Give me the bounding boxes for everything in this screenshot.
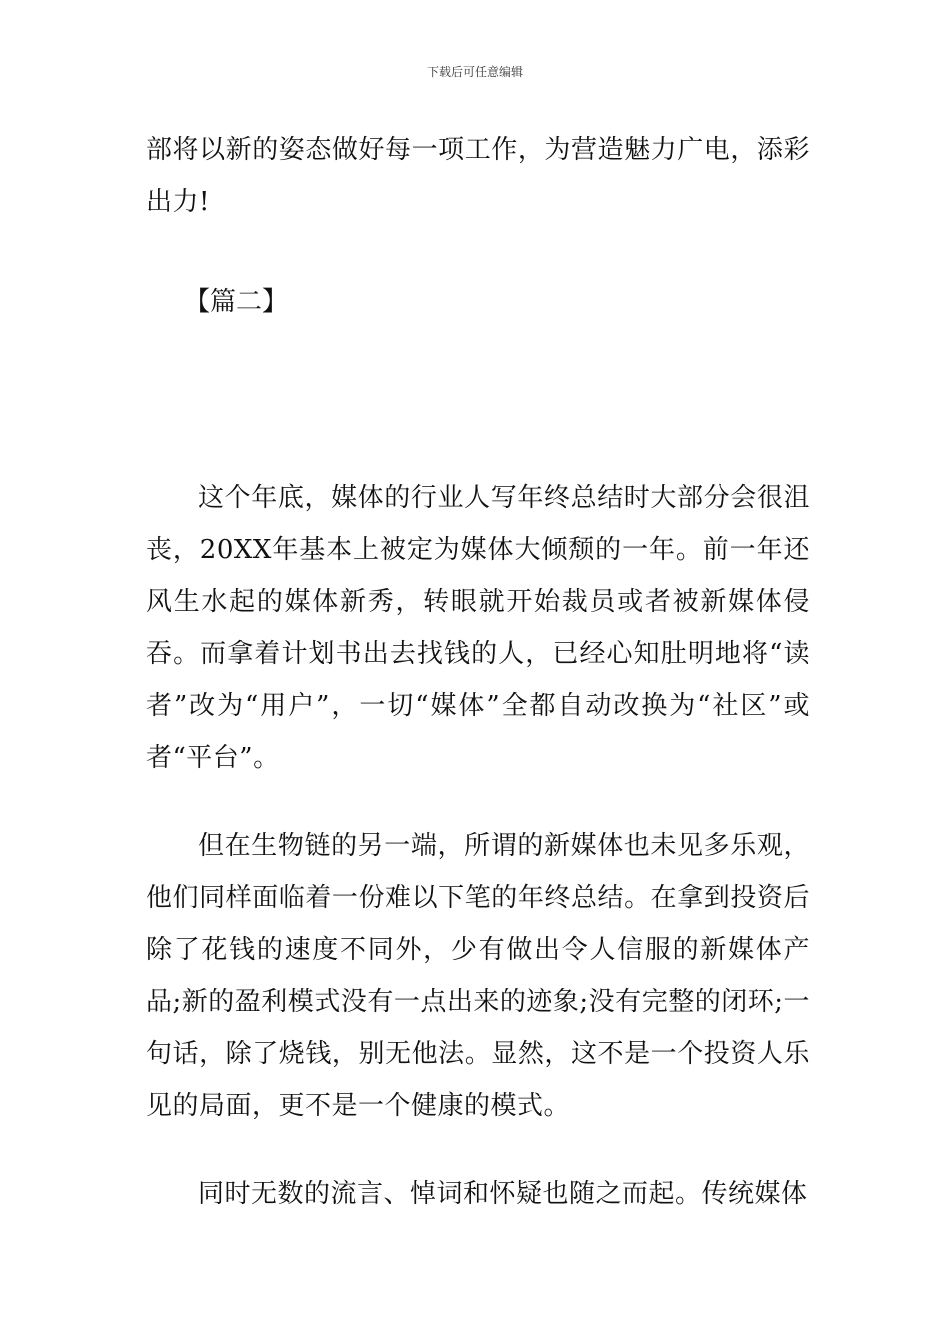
section-title: 【篇二】 xyxy=(184,287,289,317)
paragraph-3: 同时无数的流言、悼词和怀疑也随之而起。传统媒体 xyxy=(198,1179,808,1209)
intro-paragraph: 部将以新的姿态做好每一项工作，为营造魅力广电，添彩出力! xyxy=(146,135,810,217)
paragraph-1: 这个年底，媒体的行业人写年终总结时大部分会很沮丧，20XX年基本上被定为媒体大倾颓的一年。前一年还风生水起的媒体新秀，转眼就开始裁员或者被新媒体侵吞。而拿着计划书出去找钱的人，已经心知肚明地将“读者”改为“用户”，一切“媒体”全都自动改换为“社区”或者“平台”。 xyxy=(146,483,810,773)
paragraph-2: 但在生物链的另一端，所谓的新媒体也未见多乐观，他们同样面临着一份难以下笔的年终总结。在拿到投资后除了花钱的速度不同外，少有做出令人信服的新媒体产品;新的盈利模式没有一点出来的迹象;没有完整的闭环;一句话，除了烧钱，别无他法。显然，这不是一个投资人乐见的局面，更不是一个健康的模式。 xyxy=(146,831,810,1121)
page-header: 下载后可任意编辑 xyxy=(426,65,523,79)
